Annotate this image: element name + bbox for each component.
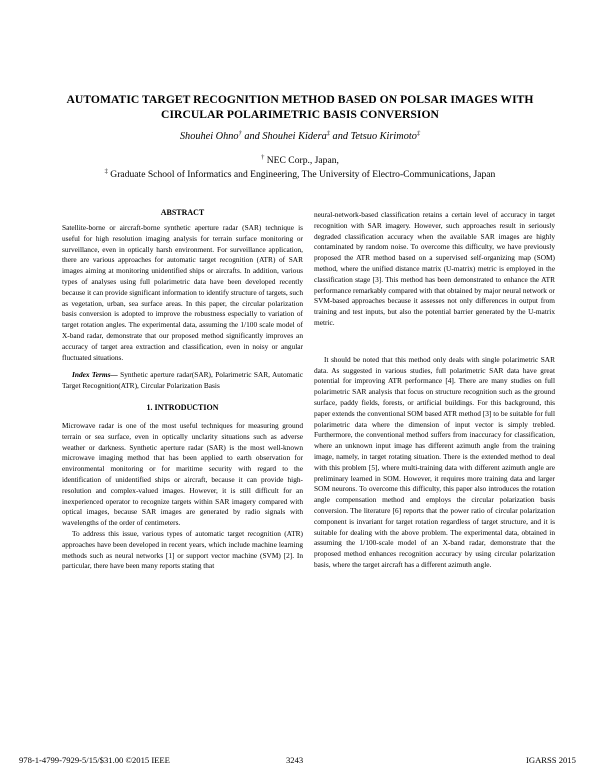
introduction-heading: 1. INTRODUCTION — [146, 402, 219, 412]
abstract-heading: ABSTRACT — [160, 208, 205, 217]
abstract-text: Satellite-borne or aircraft-borne synthetic aperture radar (SAR) technique is useful for high resolution imaging analysis for terrain surface monitoring or surveillance, even in optically harsh environment. For surveillance application, there are various approaches for automatic target recognition (ATR) of SAR images aiming at monitoring unidentified ships or aircrafts. In addition, various types of analyses using full polarimetric data have been developed recently because it can provide significant information to identify structure of targets, such as vegetation, urban, sea surface areas. In this paper, the circular polarization basis conversion is adopted to improve the robustness especially to variation of target rotation angles. The experimental data, assuming the 1/100 scale model of X-band radar, demonstrate that our proposed method significantly improves an accuracy of target area extraction and classification, even in noisy or angular fluctuated situations. — [62, 223, 303, 362]
footer-page-number: 3243 — [286, 755, 304, 765]
author-affiliation-mark: ‡ — [326, 130, 330, 137]
left-column — [62, 208, 303, 572]
right-column — [314, 210, 555, 571]
author-affiliation-mark: † — [238, 130, 242, 137]
index-terms-label: Index Terms— — [72, 370, 118, 380]
introduction-paragraph-2: To address this issue, various types of automatic target recognition (ATR) approaches have been developed in recent years, which include machine learning methods such as neural networks [1] or support vector machine (SVM) [2]. In particular, there have been many reports stating that — [62, 528, 303, 571]
index-terms — [62, 370, 303, 392]
author-separator: and — [241, 131, 263, 142]
footer-isbn: 978-1-4799-7929-5/15/$31.00 ©2015 IEEE — [19, 755, 170, 765]
title-line-1: AUTOMATIC TARGET RECOGNITION METHOD BASED ON POLSAR IMAGES WITH — [66, 93, 534, 106]
affiliation-text: Graduate School of Informatics and Engineering, The University of Electro-Communications, Japan — [107, 169, 496, 180]
affiliation-1 — [40, 155, 560, 167]
author-separator: and — [329, 131, 351, 142]
author-name: Shouhei Kidera — [262, 131, 327, 142]
author-list — [40, 130, 560, 143]
introduction-paragraph-1: Microwave radar is one of the most useful techniques for measuring ground terrain or sea surface, even in optically unclarity situations such as adverse weather or darkness. Synthetic aperture radar (SAR) is the most well-known microwave imaging method that has been applied to earth observation for environmental monitoring or for maritime security with regard to the identification of unidentified ships or aircraft, because it can provide high-resolution and complex-valued images. However, it is still difficult for an inexperienced operator to recognize targets within SAR imagery compared with optical images, because SAR images are generated by radio signals with wavelengths of the order of centimeters. — [62, 420, 303, 528]
footer-venue: IGARSS 2015 — [526, 755, 576, 765]
affiliation-text: NEC Corp., Japan, — [264, 155, 339, 166]
author-affiliation-mark: ‡ — [416, 130, 421, 137]
affiliation-2 — [40, 169, 560, 181]
paragraph-gap — [314, 329, 555, 355]
author-name: Tetsuo Kirimoto — [350, 131, 417, 142]
index-terms-text: Synthetic aperture radar(SAR), Polarimetric SAR, Automatic Target Recognition(ATR), Circular Polarization Basis — [62, 370, 303, 391]
title-line-2: CIRCULAR POLARIMETRIC BASIS CONVERSION — [161, 107, 439, 121]
paper-title — [40, 93, 560, 122]
introduction-paragraph-3: neural-network-based classification retains a certain level of accuracy in target recognition with SAR imagery. However, such approaches result in seriously degraded classification accuracy when the available SAR images are highly contaminated by random noise. To overcome this difficulty, we have previously proposed the ATR method based on a supervised self-organizing map (SOM) method, where the unified distance matrix (U-matrix) metric is employed in the classification stage [3]. This method has been demonstrated to enhance the ATR performance remarkably compared with that obtained by major neural network or SVM-based approaches because it assesses not only differences in output from training and test inputs, but also the potential barrier generated by the U-matrix metric. — [314, 210, 555, 327]
affiliation-mark: ‡ — [104, 168, 108, 175]
affiliation-mark: † — [261, 154, 265, 161]
introduction-paragraph-4: It should be noted that this method only deals with single polarimetric SAR data. As suggested in various studies, full polarimetric SAR data have great potential for improving ATR performance [4]. There are many studies on full polarimetric SAR analysis that focus on structure recognition such as the ground surface, paddy fields, forests, or artificial buildings. For this background, this paper extends the conventional SOM based ATR method [3] to be suitable for full polarimetric data where the dimension of input vector is simply trebled. Furthermore, the conventional method suffers from inaccuracy for classification, where an unknown input image has different azimuth angle from the training image, namely, in target rotating situation. There is the extended method to deal with this problem [5], where multi-training data with different azimuth angle are preliminary learned in SOM. However, it requires more training data and larger SOM neurons. To overcome this difficulty, this paper also introduces the rotation angle compensation method and employs the circular polarization basis conversion. The literature [6] reports that the power ratio of circular polarization component is invariant for target rotation regardless of target structure, and it is suitable for dealing with the above problem. The experimental data, obtained in assuming the 1/100-scale model of an X-band radar, demonstrate that the proposed method enhances recognition accuracy by using circular polarization basis, where the target aircraft has a different azimuth angle. — [314, 354, 555, 569]
author-name: Shouhei Ohno — [179, 131, 239, 142]
